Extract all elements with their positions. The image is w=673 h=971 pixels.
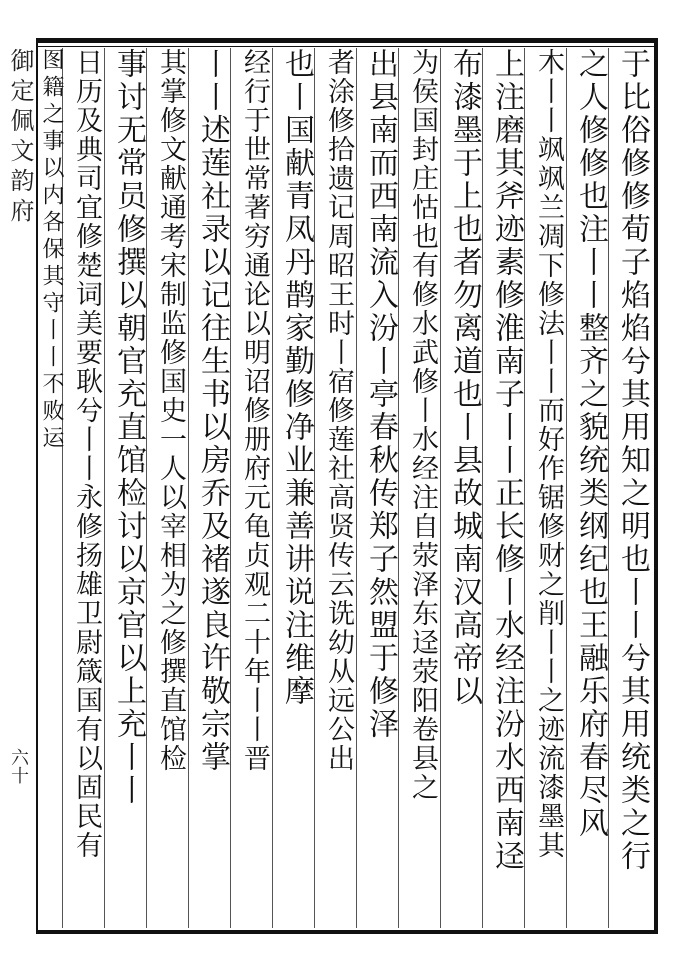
- text-column-2: 之人修修也注丨丨整齐之貌统类纲纪也王融乐府春尽风: [573, 48, 608, 840]
- text-column-6: 为侯国封庄怙也有修水武修丨水经注自荥泽东迳荥阳卷县之: [407, 48, 438, 802]
- bottom-border-rule: [38, 930, 658, 934]
- text-column-13: 事讨无常员修撰以朝官充直馆检讨以京官以上充丨丨: [111, 48, 146, 807]
- text-column-11: 丨丨述莲社录以记往生书以房乔及褚遂良许敬宗掌: [195, 48, 230, 774]
- text-column-1: 于比俗修修荀子焰焰兮其用知之明也丨丨兮其用统类之行: [615, 48, 650, 873]
- top-border-rule: [38, 38, 658, 43]
- text-column-8: 者涂修拾遗记周昭王时丨宿修莲社高贤传云诜幼从远公出: [323, 48, 354, 773]
- text-column-10: 经行于世常著穷通论以明诏修册府元龟贞观二十年丨丨晋: [239, 48, 270, 773]
- text-column-5: 布漆墨于上也者勿离道也丨县故城南汉高帝以: [447, 48, 482, 708]
- text-column-14: 日历及典司宜修楚词美要耿兮丨丨永修扬雄卫尉箴国有以固民有: [71, 48, 102, 860]
- right-border-rule: [654, 38, 658, 934]
- binding-edge-title: 御定佩文韵府: [6, 48, 34, 228]
- top-border-thin-rule: [38, 46, 658, 47]
- text-column-12: 其掌修文献通考宋制监修国史一人以宰相为之修撰直馆检: [155, 48, 186, 773]
- text-column-15: 图籍之事以内各保其守丨丨不败运: [39, 48, 64, 453]
- text-column-9: 也丨国献青凤丹鹊家勤修净业兼善讲说注维摩: [279, 48, 314, 708]
- leaf-number: 六十: [8, 748, 29, 784]
- text-column-3: 木丨丨飒飒兰凋下修法丨丨而好作锯修财之削丨丨之迹流漆墨其: [533, 48, 564, 860]
- text-column-4: 上注磨其斧迹素修淮南子丨丨正长修丨水经注汾水西南迳: [489, 48, 524, 873]
- text-column-7: 出县南而西南流入汾丨亭春秋传郑子然盟于修泽: [363, 48, 398, 741]
